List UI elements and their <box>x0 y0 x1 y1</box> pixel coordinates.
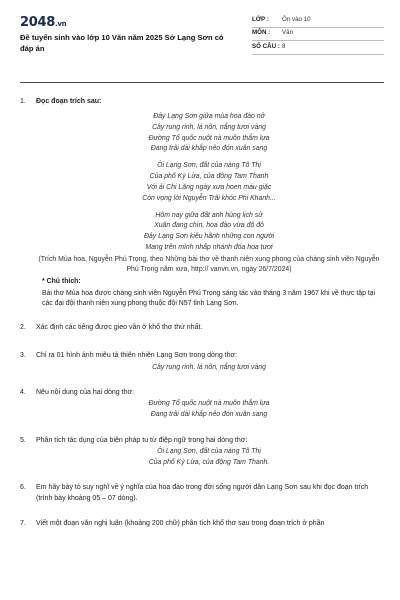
quoted-line: Đường Tổ quốc nuột nà muôn thắm lựa <box>148 400 270 408</box>
question-text: Nêu nội dung của hai dòng thơ: <box>36 389 134 397</box>
question-3 <box>20 351 382 373</box>
quoted-line: Của phố Kỳ Lừa, của động Tam Thanh. <box>148 458 270 466</box>
question-text: Viết một đoạn văn nghị luận (khoảng 200 chữ) phân tích khổ thơ sau trong đoạn trích ở phần <box>36 519 325 527</box>
note-title: * Chú thích: <box>42 278 81 286</box>
quoted-line: Đang trải dài khắp nẻo đón xuân sang <box>150 411 268 419</box>
question-7 <box>20 519 382 529</box>
logo-domain-text: .vn <box>54 20 67 28</box>
poem-excerpt <box>36 112 382 253</box>
question-number: 1. <box>20 98 26 105</box>
note-body: Bài thơ Mùa hoa được chàng sinh viên Nguyễn Phú Trọng sáng tác vào tháng 3 năm 1967 khi về thực tập tại các đại đội thanh niên xung phong thuộc đội N57 tỉnh Lạng Sơn. <box>42 290 376 308</box>
poem-line: Mang trên mình nhấp nhánh đóa hoa tươi <box>145 243 273 251</box>
meta-row-count <box>252 41 384 55</box>
meta-value: Ôn vào 10 <box>282 15 311 23</box>
question-number: 3. <box>20 352 26 360</box>
poem-line: Với ải Chi Lăng ngày xưa hoen máu giặc <box>146 183 272 191</box>
meta-row-class <box>252 14 384 28</box>
question-1 <box>20 97 382 309</box>
quoted-line: Cây rung rinh, lá nõn, nắng tươi vàng <box>152 363 266 371</box>
page-header <box>0 0 400 78</box>
poem-line: Đây Lạng Sơn kiêu hãnh những con người <box>143 233 275 241</box>
meta-value: Văn <box>282 29 294 37</box>
question-number: 4. <box>20 389 26 397</box>
meta-value: 8 <box>282 42 286 50</box>
poem-line: Còn vọng lời Nguyễn Trãi khóc Phi Khanh... <box>142 194 276 202</box>
question-number: 2. <box>20 324 26 332</box>
question-2 <box>20 323 382 333</box>
question-number: 5. <box>20 436 26 444</box>
exam-content <box>20 97 382 529</box>
meta-row-subject <box>252 28 384 42</box>
question-4 <box>20 388 382 421</box>
question-number: 6. <box>20 484 26 492</box>
quoted-lines <box>36 399 382 420</box>
document-title: Đề tuyển sinh vào lớp 10 Văn năm 2025 Sở Lạng Sơn có đáp án <box>20 33 224 53</box>
poem-line: Cây rung rinh, lá nõn, nắng tươi vàng <box>152 123 266 131</box>
poem-line: Đường Tổ quốc nuột nà muôn thắm lựa <box>148 134 270 142</box>
meta-label: LỚP : <box>252 15 269 23</box>
quoted-lines <box>36 447 382 468</box>
question-number: 7. <box>20 519 26 527</box>
meta-label: MÔN : <box>252 29 271 37</box>
question-text: Phân tích tác dụng của biện pháp tu từ điệp ngữ trong hai dòng thơ: <box>36 436 248 444</box>
logo-main-text: 2048 <box>20 15 55 30</box>
question-prompt: Đọc đoạn trích sau: <box>36 98 102 105</box>
poem-line: Xuân đang chín, hoa đào vừa độ đỏ <box>154 222 264 230</box>
question-text: Chỉ ra 01 hình ảnh miêu tả thiên nhiên Lạng Sơn trong dòng thơ: <box>36 352 238 360</box>
question-5 <box>20 436 382 469</box>
quoted-line: Ôi Lạng Sơn, đất của nàng Tô Thị <box>157 447 261 455</box>
poem-line: Của phố Kỳ Lừa, của động Tam Thanh <box>149 173 269 181</box>
question-text: Xác định các tiếng được gieo vần ở khổ thơ thứ nhất. <box>36 324 203 332</box>
poem-citation: (Trích Mùa hoa, Nguyễn Phú Trọng, theo Những bài thơ về thanh niên xung phong của chàng sinh viên Nguyễn Phú Trọng năm xưa, http:// vanvn.vn, ngày 26/7/2024) <box>38 255 380 273</box>
meta-label: SỐ CÂU : <box>252 42 280 50</box>
question-6 <box>20 483 382 503</box>
meta-table <box>252 14 384 55</box>
poem-line: Ôi Lạng Sơn, đất của nàng Tô Thị <box>157 162 261 170</box>
question-text: Em hãy bày tỏ suy nghĩ về ý nghĩa của hoa đào trong đời sống người dân Lạng Sơn sau khi đọc đoạn trích (trình bày khoảng 05 – 07 dòng). <box>36 484 369 502</box>
header-divider <box>20 82 384 83</box>
poem-line: Đây Lạng Sơn giữa mùa hoa đào nở <box>153 113 265 121</box>
poem-line: Hôm nay giữa đất anh hùng lịch sử <box>155 211 263 219</box>
poem-line: Đang trải dài khắp nẻo đón xuân sang <box>150 145 268 153</box>
